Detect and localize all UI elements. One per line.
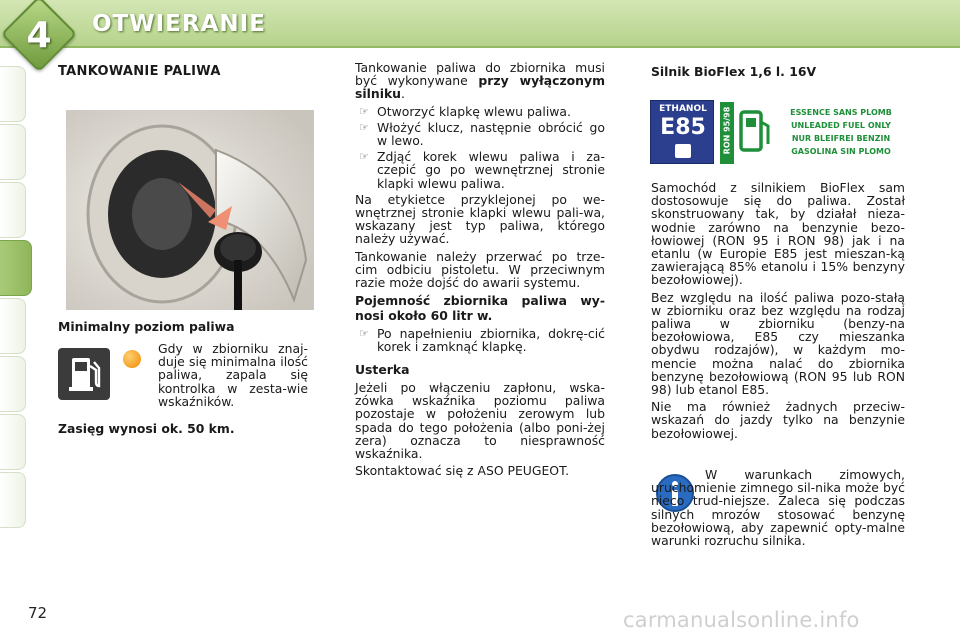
ron-strip — [720, 102, 734, 164]
unleaded-line-fr: ESSENCE SANS PLOMB — [790, 108, 892, 117]
intro-bold: przy wyłączonym silniku — [355, 73, 605, 102]
mixing-text: Bez względu na ilość paliwa pozo-stałą w zbiorniku oraz bez względu na rodzaj paliwa w zbiorniku (benzy-na bezołowiowa, E85 czy mieszanka obydwu rodzajów), w każdym mo-mencie można nalać do zbiornika benzynę bezołowiową (RON 95 lub RON 98) lub etanol E85. — [651, 289, 905, 398]
unleaded-line-en: UNLEADED FUEL ONLY — [791, 121, 891, 130]
close-step-text: Po napełnieniu zbiornika, dokrę-cić korek i zamknąć klapkę. — [377, 326, 605, 355]
unleaded-text-list — [774, 106, 908, 158]
step-3-text: Zdjąć korek wlewu paliwa i za-czepić go po wewnętrznej stronie klapki wlewu paliwa. — [377, 149, 605, 191]
side-tab-4-active[interactable] — [0, 240, 32, 296]
e85-badge — [650, 100, 714, 164]
middle-column — [355, 61, 605, 357]
step-3 — [355, 150, 605, 190]
page-number: 72 — [28, 604, 48, 622]
side-tab-3[interactable] — [0, 182, 26, 238]
bioflex-text: Samochód z silnikiem BioFlex sam dostosowuje się do paliwa. Został skonstruowany tak, by działał nieza-wodnie zarówno na benzynie bezo-łowiowej (RON 95 i RON 98) jak i na etanlu (w Europie E85 jest mieszan-ką zawierającą 85% etanolu i 15% benzyny bezołowiowej). — [651, 180, 905, 288]
pointing-hand-icon: ☞ — [359, 150, 369, 164]
min-level-text: Gdy w zbiorniku znaj-duje się minimalna ilość paliwa, zapala się kontrolka w zesta-wie wskaźników. — [158, 341, 308, 409]
intro-paragraph — [355, 61, 605, 101]
close-step — [355, 327, 605, 353]
side-tab-8[interactable] — [0, 472, 26, 528]
step-1-text: Otworzyć klapkę wlewu paliwa. — [377, 103, 571, 119]
min-level-heading: Minimalny poziom paliwa — [58, 319, 235, 334]
pointing-hand-icon: ☞ — [359, 104, 369, 118]
watermark: carmanualsonline.info — [623, 608, 860, 632]
ron-label: RON 95/98 — [722, 106, 732, 155]
unleaded-line-de: NUR BLEIFREI BENZIN — [791, 134, 891, 143]
ethanol-label: ETHANOL — [659, 104, 707, 114]
unleaded-line-es: GASOLINA SIN PLOMO — [791, 147, 891, 156]
pointing-hand-icon: ☞ — [359, 327, 369, 341]
green-fuel-pump-icon — [738, 108, 772, 156]
winter-note-block — [651, 468, 905, 551]
book-icon — [675, 144, 691, 158]
bioflex-block — [651, 181, 905, 444]
fuel-filler-photo — [66, 110, 314, 310]
pointing-hand-icon: ☞ — [359, 120, 369, 134]
side-tab-1[interactable] — [0, 66, 26, 122]
side-tab-6[interactable] — [0, 356, 26, 412]
contact-text: Skontaktować się z ASO PEUGEOT. — [355, 463, 570, 479]
step-2-text: Włożyć klucz, następnie obrócić go w lewo. — [377, 119, 605, 149]
engine-heading: Silnik BioFlex 1,6 l. 16V — [651, 64, 817, 79]
no-issues-text: Nie ma również żadnych przeciw-wskazań do jazdy tylko na benzynie bezołowiowej. — [651, 399, 905, 441]
section-title: TANKOWANIE PALIWA — [58, 64, 221, 79]
chapter-number: 4 — [26, 14, 52, 56]
winter-note: W warunkach zimowych, uruchomienie zimnego sil-nika może być nieco trud-niejsze. Zaleca się podczas silnych mrozów stosować benzynę bezołowiową, aby zapewnić opty-malne warunki rozruchu silnika. — [651, 467, 905, 549]
side-tab-2[interactable] — [0, 124, 26, 180]
fault-block — [355, 362, 605, 481]
intro-text: Tankowanie paliwa do zbiornika musi być wykonywane — [355, 60, 605, 89]
tank-capacity: Pojemność zbiornika paliwa wy-nosi około 60 litr w. — [355, 293, 605, 324]
side-tab-5[interactable] — [0, 298, 26, 354]
step-1 — [355, 105, 605, 118]
chapter-title: OTWIERANIE — [92, 11, 266, 37]
warning-lamp-icon — [123, 350, 141, 368]
chapter-side-tabs — [0, 66, 32, 530]
fuel-filler-illustration — [66, 110, 314, 310]
e85-label: E85 — [660, 115, 706, 140]
step-2 — [355, 121, 605, 147]
fuel-type-label — [650, 100, 908, 166]
interrupt-paragraph: Tankowanie należy przerwać po trze-cim odbiciu pistoletu. W przeciwnym razie może dojść do awarii systemu. — [355, 248, 605, 291]
side-tab-7[interactable] — [0, 414, 26, 470]
min-level-text-block — [158, 342, 308, 412]
label-paragraph: Na etykietce przyklejonej po we-wnętrznej stronie klapki wlewu pali-wa, wskazany jest typ paliwa, którego należy używać. — [355, 191, 605, 247]
range-note: Zasięg wynosi ok. 50 km. — [58, 421, 235, 436]
fuel-pump-icon — [58, 348, 110, 400]
intro-end: . — [401, 86, 405, 102]
fault-heading: Usterka — [355, 362, 410, 377]
fuel-warning-light — [58, 348, 110, 400]
fault-text: Jeżeli po włączeniu zapłonu, wska-zówka wskaźnika poziomu paliwa pozostaje w położeniu zerowym lub spada do tego położenia (albo poni-żej zera) oznacza to niesprawność wskaźnika. — [355, 380, 605, 462]
